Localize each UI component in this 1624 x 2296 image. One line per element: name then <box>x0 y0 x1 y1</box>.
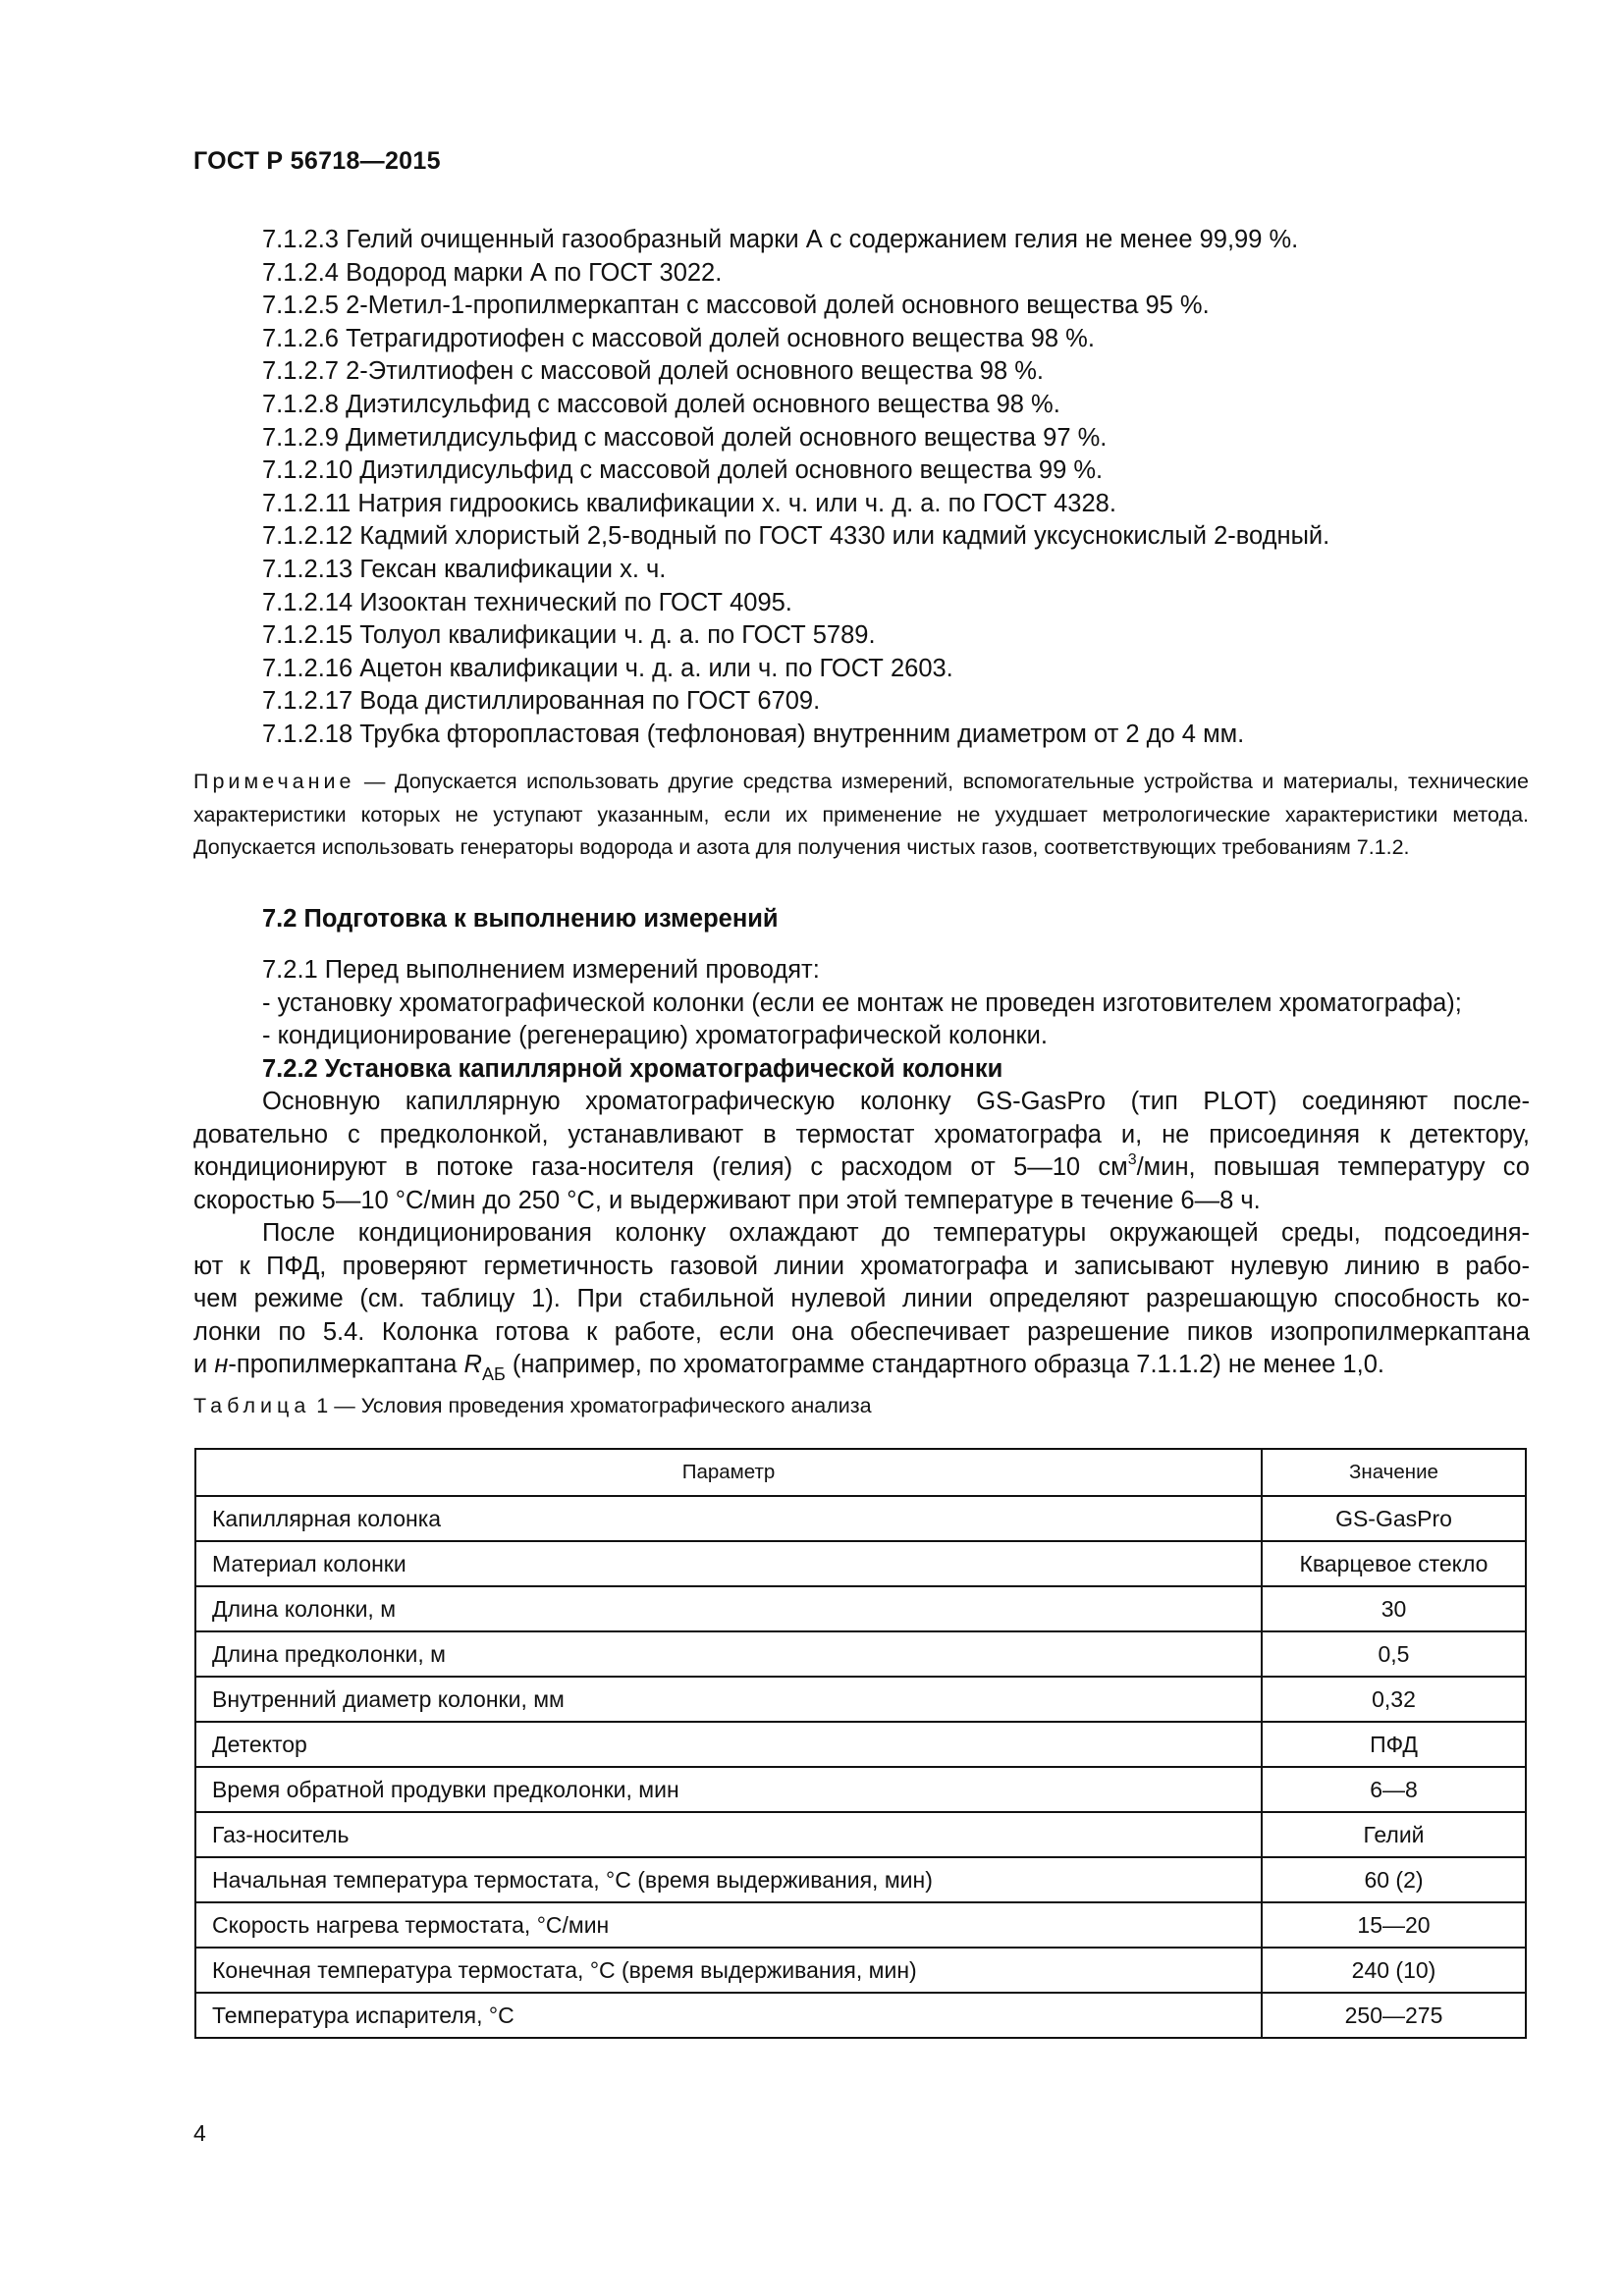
cell-value: 240 (10) <box>1262 1948 1526 1993</box>
list-item: 7.1.2.12 Кадмий хлористый 2,5-водный по ГОСТ 4330 или кадмий уксуснокислый 2-водный. <box>262 522 1330 551</box>
conditions-table <box>194 1448 1527 2039</box>
table-row <box>195 1902 1526 1948</box>
table-row <box>195 1857 1526 1902</box>
para2-line: чем режиме (см. таблицу 1). При стабильной нулевой линии определяют разрешающую способность ко- <box>193 1285 1530 1312</box>
table-header-row <box>195 1449 1526 1496</box>
para1-text: /мин, повышая температуру со <box>1136 1153 1530 1181</box>
subscript: АБ <box>481 1364 506 1384</box>
table-caption <box>193 1394 872 1418</box>
cell-param: Капиллярная колонка <box>195 1496 1262 1541</box>
cell-value: Кварцевое стекло <box>1262 1541 1526 1586</box>
cell-value: ПФД <box>1262 1722 1526 1767</box>
para1-line: скоростью 5—10 °С/мин до 250 °С, и выдерживают при этой температуре в течение 6—8 ч. <box>193 1186 1261 1214</box>
list-item: 7.1.2.14 Изооктан технический по ГОСТ 4095. <box>262 588 792 616</box>
cell-param: Начальная температура термостата, °С (время выдерживания, мин) <box>195 1857 1262 1902</box>
para1-line: Основную капиллярную хроматографическую колонку GS-GasPro (тип PLOT) соединяют после- <box>262 1088 1530 1115</box>
cell-param: Температура испарителя, °С <box>195 1993 1262 2038</box>
cell-value: 250—275 <box>1262 1993 1526 2038</box>
reagents-list <box>262 224 1529 752</box>
table-row <box>195 1496 1526 1541</box>
list-item: 7.1.2.11 Натрия гидроокись квалификации х. ч. или ч. д. а. по ГОСТ 4328. <box>262 489 1116 517</box>
cell-value: 0,5 <box>1262 1631 1526 1677</box>
table-row <box>195 1767 1526 1812</box>
para2-line: ют к ПФД, проверяют герметичность газовой линии хроматографа и записывают нулевую линию в рабо- <box>193 1252 1530 1280</box>
cell-value: 30 <box>1262 1586 1526 1631</box>
table-row <box>195 1722 1526 1767</box>
cell-param: Газ-носитель <box>195 1812 1262 1857</box>
list-item: 7.1.2.15 Толуол квалификации ч. д. а. по ГОСТ 5789. <box>262 621 876 650</box>
resolution-symbol: R <box>463 1351 482 1378</box>
para1-line <box>193 1151 1530 1185</box>
para2-text: -пропилмеркаптана <box>228 1351 464 1378</box>
table-caption-text: 1 — Условия проведения хроматографического анализа <box>310 1394 872 1417</box>
table-row <box>195 1677 1526 1722</box>
para1-text: кондиционируют в потоке газа-носителя (гелия) с расходом от 5—10 см <box>193 1153 1128 1181</box>
note-text: — Допускается использовать другие средства измерений, вспомогательные устройства и материалы, технические характеристики которых не уступают указанным, если их применение не ухудшает метрологические характеристики метода. Допускается использовать генераторы водорода и азота для получения чистых газов, соответствующих требованиям 7.1.2. <box>193 770 1529 859</box>
superscript: 3 <box>1127 1151 1137 1168</box>
page-number: 4 <box>193 2120 206 2146</box>
header-param: Параметр <box>195 1449 1262 1496</box>
cell-param: Внутренний диаметр колонки, мм <box>195 1677 1262 1722</box>
list-item: 7.1.2.7 2-Этилтиофен с массовой долей основного вещества 98 %. <box>262 357 1044 386</box>
para2-text: и <box>193 1351 215 1378</box>
cell-value: 6—8 <box>1262 1767 1526 1812</box>
cell-value: GS-GasPro <box>1262 1496 1526 1541</box>
note-label: Примечание <box>193 770 355 793</box>
list-item: 7.1.2.9 Диметилдисульфид с массовой долей основного вещества 97 %. <box>262 423 1108 452</box>
table-row <box>195 1812 1526 1857</box>
list-item: 7.1.2.16 Ацетон квалификации ч. д. а. или ч. по ГОСТ 2603. <box>262 654 953 682</box>
table-row <box>195 1948 1526 1993</box>
list-item: 7.1.2.13 Гексан квалификации х. ч. <box>262 555 667 583</box>
cell-value: Гелий <box>1262 1812 1526 1857</box>
cell-param: Скорость нагрева термостата, °С/мин <box>195 1902 1262 1948</box>
list-item: 7.1.2.3 Гелий очищенный газообразный марки А с содержанием гелия не менее 99,99 %. <box>262 226 1299 253</box>
section-title-7-2: 7.2 Подготовка к выполнению измерений <box>262 905 779 933</box>
cell-param: Конечная температура термостата, °С (время выдерживания, мин) <box>195 1948 1262 1993</box>
cell-param: Детектор <box>195 1722 1262 1767</box>
cell-value: 15—20 <box>1262 1902 1526 1948</box>
para2-line: После кондиционирования колонку охлаждают до температуры окружающей среды, подсоединя- <box>262 1219 1530 1247</box>
header-value: Значение <box>1262 1449 1526 1496</box>
para2-line <box>193 1349 1530 1382</box>
cell-param: Материал колонки <box>195 1541 1262 1586</box>
italic-letter: н <box>214 1351 229 1378</box>
cell-param: Длина колонки, м <box>195 1586 1262 1631</box>
prep-item: - кондиционирование (регенерацию) хроматографической колонки. <box>262 1022 1049 1049</box>
table-row <box>195 1586 1526 1631</box>
cell-value: 60 (2) <box>1262 1857 1526 1902</box>
list-item: 7.1.2.17 Вода дистиллированная по ГОСТ 6709. <box>262 687 821 716</box>
list-item: 7.1.2.10 Диэтилдисульфид с массовой долей основного вещества 99 %. <box>262 456 1104 485</box>
section-body <box>193 954 1530 1382</box>
table-caption-label: Таблица <box>193 1394 311 1417</box>
table-row <box>195 1541 1526 1586</box>
list-item: 7.1.2.5 2-Метил-1-пропилмеркаптан с массовой долей основного вещества 95 %. <box>262 292 1210 320</box>
prep-item: - установку хроматографической колонки (если ее монтаж не проведен изготовителем хроматографа); <box>262 988 1462 1017</box>
subsection-title-7-2-2: 7.2.2 Установка капиллярной хроматографической колонки <box>262 1054 1003 1083</box>
cell-param: Время обратной продувки предколонки, мин <box>195 1767 1262 1812</box>
list-item: 7.1.2.18 Трубка фторопластовая (тефлоновая) внутренним диаметром от 2 до 4 мм. <box>262 720 1245 748</box>
para2-line: лонки по 5.4. Колонка готова к работе, если она обеспечивает разрешение пиков изопропилмеркаптана <box>193 1317 1530 1346</box>
cell-value: 0,32 <box>1262 1677 1526 1722</box>
table-row <box>195 1993 1526 2038</box>
para1-line: довательно с предколонкой, устанавливают в термостат хроматографа и, не присоединяя к детектору, <box>193 1120 1530 1148</box>
document-header: ГОСТ Р 56718—2015 <box>193 147 441 175</box>
para2-text: (например, по хроматограмме стандартного образца 7.1.1.2) не менее 1,0. <box>505 1351 1384 1378</box>
table-row <box>195 1631 1526 1677</box>
prep-intro: 7.2.1 Перед выполнением измерений проводят: <box>262 956 820 984</box>
note-paragraph <box>193 766 1529 865</box>
list-item: 7.1.2.6 Тетрагидротиофен с массовой долей основного вещества 98 %. <box>262 324 1095 352</box>
list-item: 7.1.2.4 Водород марки А по ГОСТ 3022. <box>262 258 723 287</box>
list-item: 7.1.2.8 Диэтилсульфид с массовой долей основного вещества 98 %. <box>262 390 1060 418</box>
cell-param: Длина предколонки, м <box>195 1631 1262 1677</box>
